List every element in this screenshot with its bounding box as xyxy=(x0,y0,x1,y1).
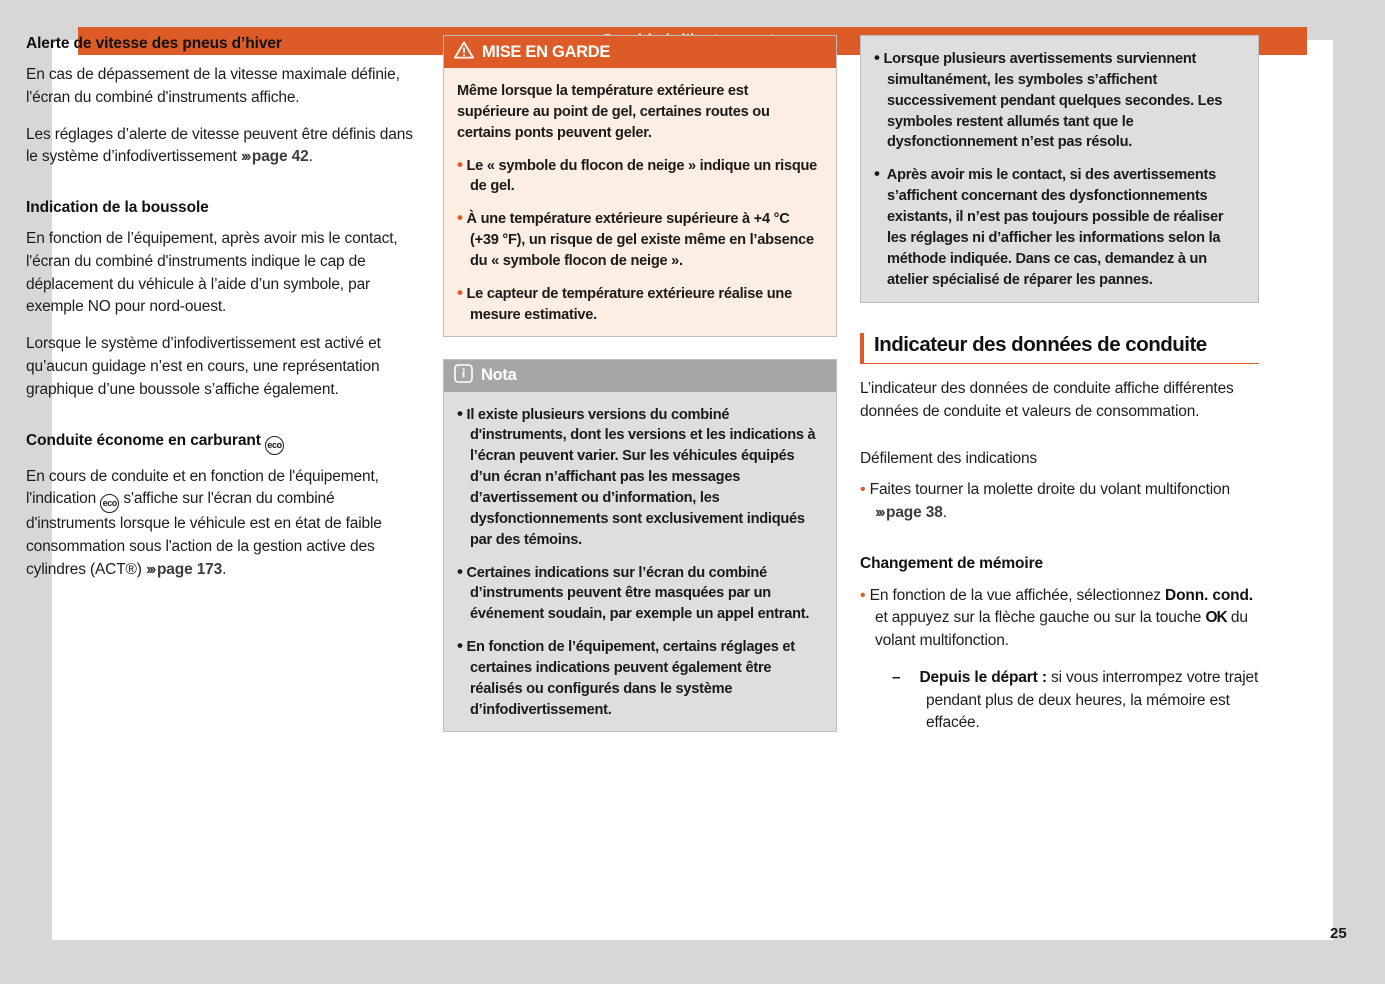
warning-bullet xyxy=(457,156,821,198)
bullet-memory-text-b: et appuyez sur la flèche gauche ou sur la touche xyxy=(875,609,1206,627)
section-title-driving-data-indicator: Indicateur des données de conduite xyxy=(860,333,1259,364)
dash-icon: – xyxy=(892,668,901,686)
note-bullet-text: Après avoir mis le contact, si des avertissements s’affichent concernant des dysfonctionnements existants, il n’est pas toujours possible de réaliser les réglages ni d’afficher les informations selon la méthode indiquée. Dans ce cas, demandez à un atelier spécialisé de réparer les pannes. xyxy=(886,167,1224,288)
paragraph-fuel-economy-part-a: En cours de conduite et en fonction de l'équipement, l'indication xyxy=(26,467,379,508)
warning-box-header xyxy=(444,36,836,68)
paragraph-fuel-economy xyxy=(26,466,420,582)
dash-item-label: Depuis le départ : xyxy=(919,668,1047,686)
warning-bullet xyxy=(457,284,821,326)
warning-triangle-icon xyxy=(454,41,474,64)
heading-fuel-economy-label: Conduite économe en carburant xyxy=(26,431,261,449)
note-box-title: Nota xyxy=(481,366,517,385)
warning-bullet-text: Le capteur de température extérieure réalise une mesure estimative. xyxy=(466,285,792,323)
bullet-dot-icon: • xyxy=(457,403,463,423)
heading-compass-indication: Indication de la boussole xyxy=(26,199,209,217)
subheading-memory-change: Changement de mémoire xyxy=(860,554,1044,572)
cross-reference-page-173[interactable] xyxy=(146,561,222,578)
bullet-dot-icon: • xyxy=(457,154,463,174)
bullet-memory-text-c: du volant multifonction. xyxy=(875,609,1248,650)
ok-key-label[interactable]: OK xyxy=(1205,609,1227,627)
cross-reference-page-42[interactable] xyxy=(241,148,309,165)
cross-reference-page-38[interactable] xyxy=(875,504,943,521)
bullet-scroll-text: Faites tourner la molette droite du volant multifonction xyxy=(869,481,1230,499)
right-column xyxy=(860,35,1259,754)
dash-item-text: si vous interrompez votre trajet pendant plus de deux heures, la mémoire est effacée. xyxy=(926,668,1259,732)
content-columns xyxy=(26,35,1259,754)
bullet-dot-icon: • xyxy=(860,586,866,604)
bullet-memory-text-a: En fonction de la vue affichée, sélectionnez xyxy=(869,586,1166,604)
eco-icon: eco xyxy=(100,494,119,513)
page-number: 25 xyxy=(1330,925,1347,942)
dash-item-depuis-le-depart xyxy=(860,667,1259,735)
note-bullet-text: En fonction de l’équipement, certains réglages et certaines indications peuvent également être réalisés ou configurés dans le système d’infodivertissement. xyxy=(466,639,795,718)
note-bullet xyxy=(457,563,821,626)
warning-bullet xyxy=(457,209,821,272)
menu-item-donn-cond[interactable]: Donn. cond. xyxy=(1165,586,1253,604)
note-bullet xyxy=(874,49,1243,153)
heading-fuel-economy-driving xyxy=(26,432,420,455)
chevron-right-triple-icon: ››› xyxy=(875,503,883,521)
left-column xyxy=(26,35,420,754)
paragraph-speed-alert: En cas de dépassement de la vitesse maximale définie, l'écran du combiné d'instruments affiche. xyxy=(26,66,400,106)
middle-column xyxy=(443,35,837,754)
bullet-scroll-period: . xyxy=(942,503,947,521)
paragraph-driving-data-intro: L’indicateur des données de conduite affiche différentes données de conduite et valeurs de consommation. xyxy=(860,380,1234,421)
cross-reference-page-173-label: page 173 xyxy=(156,560,223,578)
note-bullet xyxy=(457,405,821,551)
paragraph-compass-1: En fonction de l’équipement, après avoir mis le contact, l'écran du combiné d'instruments indique le cap de déplacement du véhicule à l’aide d’un symbole, par exemple NO pour nord-ouest. xyxy=(26,230,398,316)
note-box xyxy=(443,359,837,732)
note-box-body xyxy=(444,392,836,731)
warning-bullet-text: À une température extérieure supérieure à +4 °C (+39 °F), un risque de gel existe même en l’absence du « symbole flocon de neige ». xyxy=(466,211,814,270)
warning-intro: Même lorsque la température extérieure est supérieure au point de gel, certaines routes ou certains ponts peuvent geler. xyxy=(457,83,770,141)
note-bullet-text: Il existe plusieurs versions du combiné d'instruments, dont les versions et les indications à l’écran peuvent varier. Sur les véhicules équipés d’un écran n’affichant pas les messages d’avertissement ou d’information, les dysfonctionnements sont exclusivement indiqués par des témoins. xyxy=(466,406,816,548)
bullet-dot-icon: • xyxy=(457,636,463,656)
bullet-dot-icon: • xyxy=(457,282,463,302)
heading-winter-tyre-speed-alert: Alerte de vitesse des pneus d’hiver xyxy=(26,35,282,52)
warning-box-title: MISE EN GARDE xyxy=(482,42,611,61)
bullet-dot-icon: • xyxy=(457,561,463,581)
note-box-continued xyxy=(860,35,1259,303)
bullet-scroll-indications xyxy=(860,478,1259,525)
warning-box-body xyxy=(444,68,836,336)
chevron-right-triple-icon: ››› xyxy=(145,560,154,578)
note-bullet-text: Lorsque plusieurs avertissements surviennent simultanément, les symboles s’affichent successivement pendant quelques secondes. Les symboles restent allumés tant que le dysfonctionnement n’est pas résolu. xyxy=(883,51,1223,151)
paragraph-speed-settings xyxy=(26,124,420,170)
paragraph-speed-settings-period: . xyxy=(308,148,313,166)
paragraph-compass-2: Lorsque le système d’infodivertissement est activé et qu’aucun guidage n’est en cours, une représentation graphique d’une boussole s’affiche également. xyxy=(26,335,381,398)
paragraph-speed-settings-text: Les réglages d’alerte de vitesse peuvent être définis dans le système d’infodivertissement xyxy=(26,125,413,166)
note-bullet xyxy=(874,165,1243,290)
chevron-right-triple-icon: ››› xyxy=(240,148,249,166)
bullet-memory-change xyxy=(860,584,1259,653)
cross-reference-page-38-label: page 38 xyxy=(886,503,943,521)
subheading-scroll-indications: Défilement des indications xyxy=(860,450,1038,468)
warning-box xyxy=(443,35,837,337)
paragraph-fuel-economy-period: . xyxy=(222,560,227,578)
note-bullet xyxy=(457,637,821,720)
bullet-dot-icon: • xyxy=(874,48,880,67)
note-box-header xyxy=(444,360,836,392)
bullet-dot-icon: • xyxy=(874,164,880,184)
note-bullet-text: Certaines indications sur l’écran du combiné d’instruments peuvent être masquées par un événement soudain, par exemple un appel entrant. xyxy=(466,564,810,623)
eco-icon: eco xyxy=(265,436,284,455)
info-icon xyxy=(454,364,473,388)
paragraph-fuel-economy-part-b: s'affiche sur l'écran du combiné d'instruments lorsque le véhicule est en état de faible consommation sous l'action de la gestion active des cylindres (ACT®) xyxy=(26,490,382,578)
warning-bullet-text: Le « symbole du flocon de neige » indique un risque de gel. xyxy=(466,157,818,195)
bullet-dot-icon: • xyxy=(457,208,463,228)
bullet-dot-icon: • xyxy=(860,481,866,499)
cross-reference-page-42-label: page 42 xyxy=(251,148,309,166)
